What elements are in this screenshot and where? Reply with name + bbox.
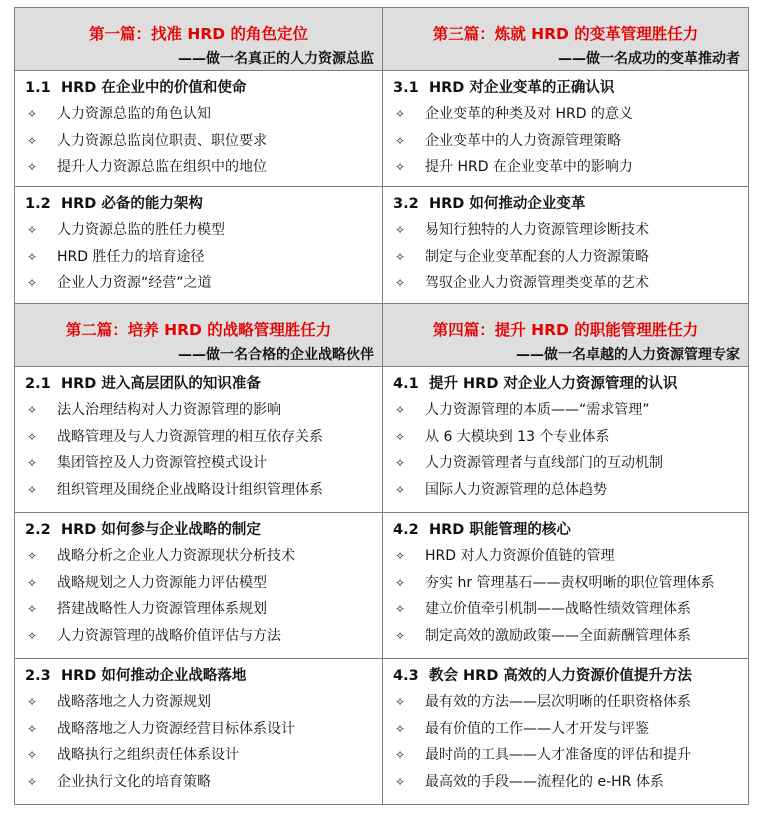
section-2-1	[15, 367, 383, 513]
part4-header	[383, 304, 749, 367]
section-4-3	[383, 659, 749, 805]
course-outline-table	[14, 7, 749, 805]
diamond-bullet-icon: ✧	[395, 695, 406, 709]
part3-header	[383, 8, 749, 71]
diamond-bullet-icon: ✧	[395, 748, 406, 762]
diamond-bullet-icon: ✧	[395, 602, 406, 616]
section-title: 2.3 HRD 如何推动企业战略落地	[25, 668, 247, 684]
section-title: 2.2 HRD 如何参与企业战略的制定	[25, 522, 261, 538]
list-item: ✧ 人力资源管理者与直线部门的互动机制	[393, 450, 748, 477]
section-1-2	[15, 187, 383, 304]
list-item: ✧ 企业人力资源“经营”之道	[25, 270, 382, 297]
part2-title: 第二篇：培养 HRD 的战略管理胜任力	[65, 321, 332, 339]
list-item: ✧ 搭建战略性人力资源管理体系规划	[25, 596, 382, 623]
list-item: ✧ HRD 对人力资源价值链的管理	[393, 543, 748, 570]
diamond-bullet-icon: ✧	[27, 223, 38, 237]
diamond-bullet-icon: ✧	[27, 482, 38, 497]
part-header-row	[15, 8, 749, 71]
part3-subtitle: ——做一名成功的变革推动者	[558, 51, 740, 67]
list-item: ✧ 组织管理及围绕企业战略设计组织管理体系	[25, 477, 382, 504]
part1-title: 第一篇：找准 HRD 的角色定位	[88, 25, 309, 43]
diamond-bullet-icon: ✧	[27, 748, 38, 762]
diamond-bullet-icon: ✧	[395, 276, 406, 290]
list-item: ✧ 人力资源管理的本质——“需求管理”	[393, 397, 748, 424]
list-item: ✧ 最有价值的工作——人才开发与评鉴	[393, 716, 748, 743]
list-item: ✧ 夯实 hr 管理基石——责权明晰的职位管理体系	[393, 570, 748, 597]
diamond-bullet-icon: ✧	[395, 774, 406, 789]
list-item: ✧ 制定高效的激励政策——全面薪酬管理体系	[393, 623, 748, 650]
diamond-bullet-icon: ✧	[27, 107, 38, 121]
section-row	[15, 513, 749, 659]
diamond-bullet-icon: ✧	[27, 249, 38, 264]
list-item: ✧ 提升人力资源总监在组织中的地位	[25, 154, 382, 181]
section-1-1	[15, 71, 383, 187]
diamond-bullet-icon: ✧	[27, 276, 38, 290]
diamond-bullet-icon: ✧	[395, 403, 406, 417]
diamond-bullet-icon: ✧	[395, 721, 406, 736]
section-3-1	[383, 71, 749, 187]
section-title: 2.1 HRD 进入高层团队的知识准备	[25, 376, 261, 392]
diamond-bullet-icon: ✧	[395, 628, 406, 643]
list-item: ✧ HRD 胜任力的培育途径	[25, 244, 382, 271]
list-item: ✧ 人力资源管理的战略价值评估与方法	[25, 623, 382, 650]
section-row	[15, 659, 749, 805]
section-4-2	[383, 513, 749, 659]
section-title: 4.1 提升 HRD 对企业人力资源管理的认识	[393, 376, 678, 392]
list-item: ✧ 企业执行文化的培育策略	[25, 769, 382, 796]
section-title: 4.2 HRD 职能管理的核心	[393, 522, 571, 538]
section-title: 4.3 教会 HRD 高效的人力资源价值提升方法	[393, 668, 692, 684]
diamond-bullet-icon: ✧	[395, 482, 406, 497]
list-item: ✧ 最有效的方法——层次明晰的任职资格体系	[393, 689, 748, 716]
list-item: ✧ 人力资源总监的胜任力模型	[25, 217, 382, 244]
diamond-bullet-icon: ✧	[395, 249, 406, 264]
diamond-bullet-icon: ✧	[395, 575, 406, 590]
diamond-bullet-icon: ✧	[27, 695, 38, 709]
part2-subtitle: ——做一名合格的企业战略伙伴	[178, 347, 374, 363]
diamond-bullet-icon: ✧	[395, 107, 406, 121]
diamond-bullet-icon: ✧	[27, 403, 38, 417]
section-title: 1.2 HRD 必备的能力架构	[25, 196, 203, 212]
diamond-bullet-icon: ✧	[395, 549, 406, 563]
list-item: ✧ 战略执行之组织责任体系设计	[25, 742, 382, 769]
list-item: ✧ 战略规划之人力资源能力评估模型	[25, 570, 382, 597]
list-item: ✧ 最时尚的工具——人才准备度的评估和提升	[393, 742, 748, 769]
list-item: ✧ 制定与企业变革配套的人力资源策略	[393, 244, 748, 271]
section-4-1	[383, 367, 749, 513]
list-item: ✧ 战略落地之人力资源规划	[25, 689, 382, 716]
diamond-bullet-icon: ✧	[27, 456, 38, 470]
diamond-bullet-icon: ✧	[27, 549, 38, 563]
section-row	[15, 367, 749, 513]
list-item: ✧ 战略分析之企业人力资源现状分析技术	[25, 543, 382, 570]
list-item: ✧ 易知行独特的人力资源管理诊断技术	[393, 217, 748, 244]
diamond-bullet-icon: ✧	[27, 628, 38, 643]
diamond-bullet-icon: ✧	[395, 160, 406, 174]
section-title: 3.2 HRD 如何推动企业变革	[393, 196, 586, 212]
list-item: ✧ 最高效的手段——流程化的 e-HR 体系	[393, 769, 748, 796]
part1-subtitle: ——做一名真正的人力资源总监	[178, 51, 374, 67]
part4-title: 第四篇：提升 HRD 的职能管理胜任力	[432, 321, 699, 339]
diamond-bullet-icon: ✧	[27, 721, 38, 736]
list-item: ✧ 驾驭企业人力资源管理类变革的艺术	[393, 270, 748, 297]
list-item: ✧ 法人治理结构对人力资源管理的影响	[25, 397, 382, 424]
diamond-bullet-icon: ✧	[395, 429, 406, 444]
section-title: 1.1 HRD 在企业中的价值和使命	[25, 80, 247, 96]
diamond-bullet-icon: ✧	[395, 223, 406, 237]
section-title: 3.1 HRD 对企业变革的正确认识	[393, 80, 615, 96]
list-item: ✧ 战略落地之人力资源经营目标体系设计	[25, 716, 382, 743]
list-item: ✧ 集团管控及人力资源管控模式设计	[25, 450, 382, 477]
list-item: ✧ 企业变革中的人力资源管理策略	[393, 128, 748, 155]
part2-header	[15, 304, 383, 367]
diamond-bullet-icon: ✧	[27, 575, 38, 590]
list-item: ✧ 人力资源总监岗位职责、职位要求	[25, 128, 382, 155]
diamond-bullet-icon: ✧	[27, 602, 38, 616]
part3-title: 第三篇：炼就 HRD 的变革管理胜任力	[432, 25, 699, 43]
diamond-bullet-icon: ✧	[27, 160, 38, 174]
list-item: ✧ 提升 HRD 在企业变革中的影响力	[393, 154, 748, 181]
diamond-bullet-icon: ✧	[395, 133, 406, 148]
section-2-2	[15, 513, 383, 659]
part-header-row	[15, 304, 749, 367]
list-item: ✧ 国际人力资源管理的总体趋势	[393, 477, 748, 504]
diamond-bullet-icon: ✧	[27, 133, 38, 148]
list-item: ✧ 建立价值牵引机制——战略性绩效管理体系	[393, 596, 748, 623]
diamond-bullet-icon: ✧	[27, 429, 38, 444]
section-row	[15, 71, 749, 187]
list-item: ✧ 企业变革的种类及对 HRD 的意义	[393, 101, 748, 128]
section-2-3	[15, 659, 383, 805]
list-item: ✧ 战略管理及与人力资源管理的相互依存关系	[25, 424, 382, 451]
list-item: ✧ 人力资源总监的角色认知	[25, 101, 382, 128]
part1-header	[15, 8, 383, 71]
section-row	[15, 187, 749, 304]
diamond-bullet-icon: ✧	[27, 774, 38, 789]
section-3-2	[383, 187, 749, 304]
part4-subtitle: ——做一名卓越的人力资源管理专家	[516, 347, 740, 363]
diamond-bullet-icon: ✧	[395, 456, 406, 470]
list-item: ✧ 从 6 大模块到 13 个专业体系	[393, 424, 748, 451]
